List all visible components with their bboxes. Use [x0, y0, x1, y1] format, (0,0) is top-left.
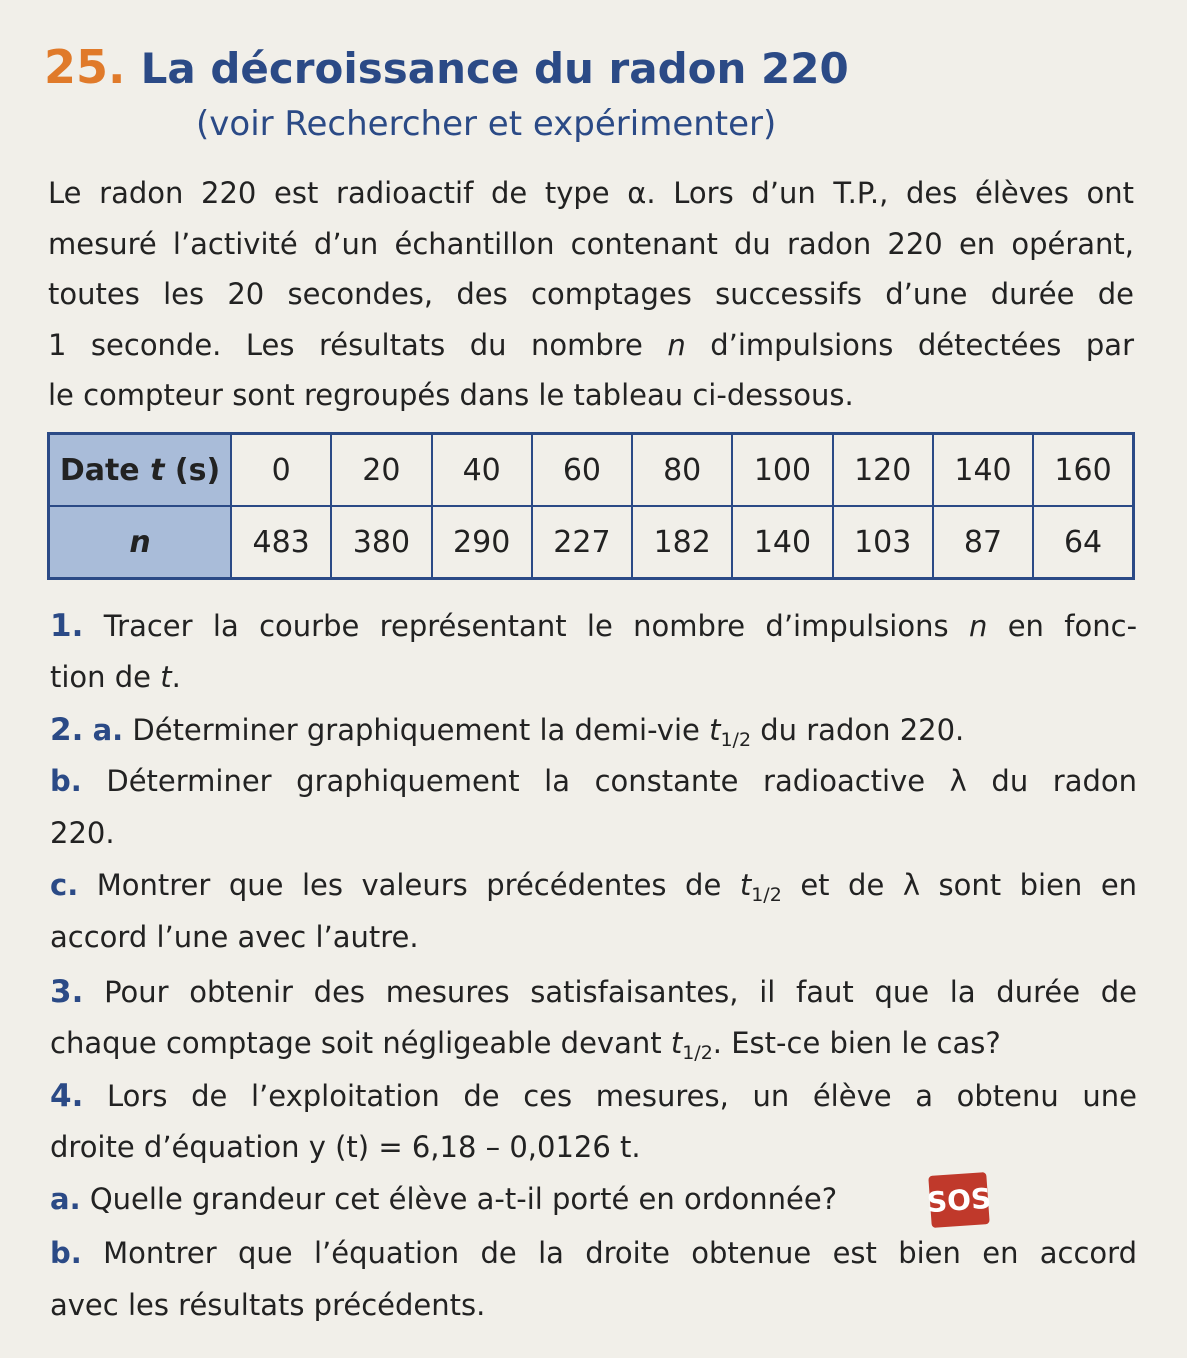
intro-paragraph [48, 168, 1134, 421]
n-cell: 483 [231, 506, 331, 579]
header-date: Date t (s) [49, 434, 232, 507]
question-3-line-1: 3. Pour obtenir des mesures satisfaisantes, il faut que la durée de [50, 974, 1137, 1010]
n-cell: 140 [732, 506, 832, 579]
sos-badge[interactable]: SOS [928, 1172, 989, 1228]
data-table [47, 432, 1135, 580]
n-cell: 227 [532, 506, 632, 579]
intro-line-5: le compteur sont regroupés dans le tableau ci-dessous. [48, 378, 854, 412]
intro-line-1: Le radon 220 est radioactif de type α. Lors d’un T.P., des élèves ont [48, 176, 1134, 210]
n-cell: 103 [833, 506, 933, 579]
exercise-subtitle: (voir Rechercher et expérimenter) [196, 104, 777, 144]
header-n: n [49, 506, 232, 579]
question-2a: 2. a. Déterminer graphiquement la demi-vie $t_{1/2}$ du radon 220. [50, 712, 965, 751]
t-cell: 120 [833, 434, 933, 507]
t-cell: 20 [331, 434, 431, 507]
n-cell: 380 [331, 506, 431, 579]
question-2c-line-2: accord l’une avec l’autre. [50, 920, 419, 954]
question-1-line-1: 1. Tracer la courbe représentant le nombre d’impulsions n en fonc- [50, 608, 1138, 644]
question-4a: a. Quelle grandeur cet élève a-t-il porté en ordonnée? [50, 1182, 838, 1216]
question-1-line-2: tion de t. [50, 660, 181, 694]
t-cell: 160 [1033, 434, 1133, 507]
n-cell: 182 [632, 506, 732, 579]
question-2c-line-1: c. Montrer que les valeurs précédentes de $t_{1/2}$ et de λ sont bien en [50, 868, 1138, 906]
question-4b-line-1: b. Montrer que l’équation de la droite obtenue est bien en accord [50, 1236, 1137, 1270]
question-2b-line-2: 220. [50, 816, 115, 850]
t-cell: 140 [933, 434, 1033, 507]
question-2b-line-1: b. Déterminer graphiquement la constante radioactive λ du radon [50, 764, 1137, 798]
exercise-number: 25. [44, 40, 126, 94]
question-4-line-2: droite d’équation y (t) = 6,18 – 0,0126 t. [50, 1130, 641, 1164]
t-cell: 0 [231, 434, 331, 507]
t-cell: 80 [632, 434, 732, 507]
table-row-counts [49, 506, 1134, 579]
intro-line-3: toutes les 20 secondes, des comptages successifs d’une durée de [48, 277, 1134, 311]
table-row-time [49, 434, 1134, 507]
equation: y (t) = 6,18 – 0,0126 t. [308, 1130, 641, 1164]
question-3-line-2: chaque comptage soit négligeable devant $t_{1/2}$. Est-ce bien le cas? [50, 1026, 1001, 1064]
t-cell: 40 [432, 434, 532, 507]
n-cell: 290 [432, 506, 532, 579]
exercise-title: La décroissance du radon 220 [140, 44, 849, 93]
question-4-line-1: 4. Lors de l’exploitation de ces mesures, un élève a obtenu une [50, 1078, 1138, 1114]
intro-line-2: mesuré l’activité d’un échantillon contenant du radon 220 en opérant, [48, 226, 1134, 261]
question-4b-line-2: avec les résultats précédents. [50, 1288, 486, 1322]
n-cell: 87 [933, 506, 1033, 579]
var-n: n [667, 327, 686, 362]
t-cell: 100 [732, 434, 832, 507]
exercise-title-line [44, 40, 849, 94]
t-cell: 60 [532, 434, 632, 507]
intro-line-4: 1 seconde. Les résultats du nombre n d’impulsions détectées par [48, 327, 1134, 362]
n-cell: 64 [1033, 506, 1133, 579]
